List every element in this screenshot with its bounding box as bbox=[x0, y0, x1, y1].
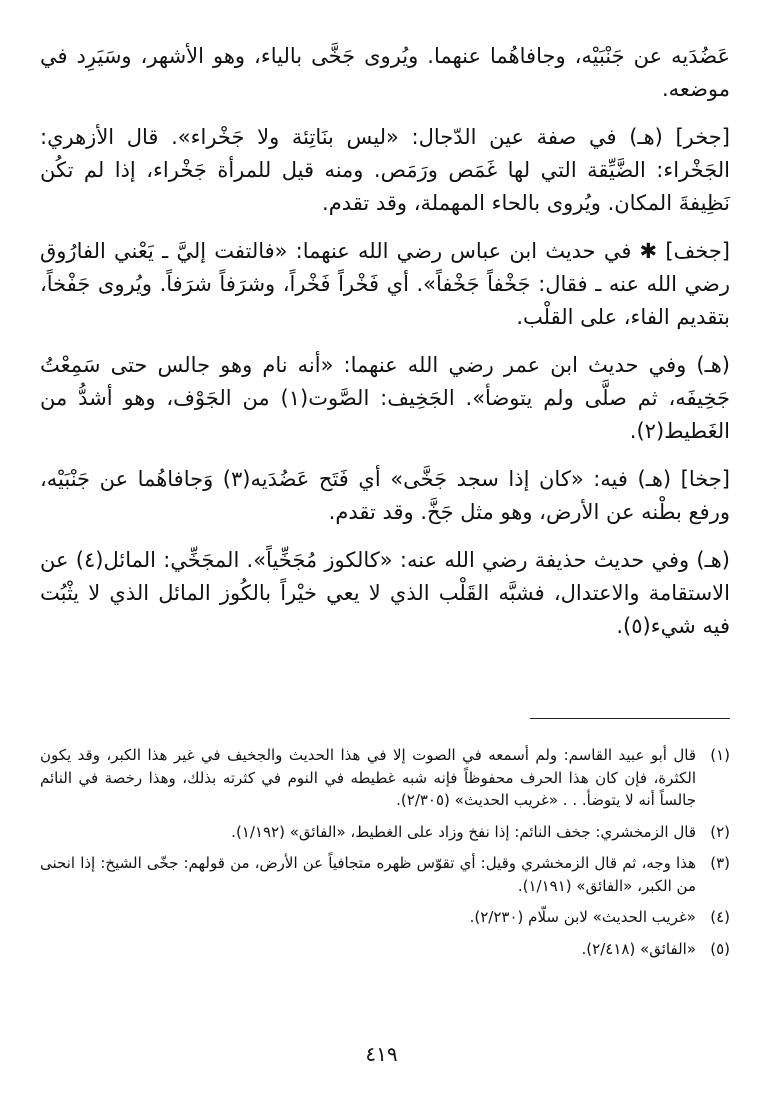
main-text bbox=[40, 40, 730, 658]
entry-jakhaf: [جخف] ✱ في حديث ابن عباس رضي الله عنهما: «فالتفت إليَّ ـ يَعْني الفارُوق رضي الله عنه ـ فقال: جَخْفاً جَخْفاً». أي فَخْراً فَخْراً، وشرَفاً شرَفاً. ويُروى جَفْخاً، بتقديم الفاء، على القلْب. bbox=[40, 239, 730, 329]
footnote-number: (٣) bbox=[710, 854, 730, 872]
entry-jakhif: (هـ) وفي حديث ابن عمر رضي الله عنهما: «أنه نام وهو جالس حتى سَمِعْتُ جَخِيفَه، ثم صلَّى ولم يتوضأ». الجَخِيف: الصَّوت(١) من الجَوْف، وهو أشدُّ من الغَطيط(٢). bbox=[40, 353, 730, 443]
footnote-text: قال الزمخشري: جخف النائم: إذا نفخ وزاد على الغطيط، «الفائق» (١/١٩٢). bbox=[231, 822, 696, 841]
entry-jakhar: [جخر] (هـ) في صفة عين الدّجال: «ليس بنَاتِئة ولا جَخْراء». قال الأزهري: الجَخْراء: الضَّيِّقة التي لها غَمَص ورَمَص. ومنه قيل للمرأة جَخْراء، إذا لم تكُن نَظِيفةَ المكان. ويُروى بالحاء المهملة، وقد تقدم. bbox=[40, 125, 730, 215]
footnote-number: (٥) bbox=[710, 939, 730, 958]
footnote-text: «الفائق» (٢/٤١٨). bbox=[581, 939, 696, 958]
footnote-number: (١) bbox=[710, 746, 730, 764]
footnote-divider bbox=[530, 718, 730, 719]
entry-continuation: عَضُدَيه عن جَنْبَيْه، وجافاهُما عنهما. ويُروى جَخَّى بالياء، وهو الأشهر، وسَيَرِد في موضعه. bbox=[40, 44, 730, 101]
footnote bbox=[40, 938, 730, 961]
footnote-number: (٢) bbox=[710, 822, 730, 841]
footnote-number: (٤) bbox=[710, 908, 730, 926]
footnotes bbox=[40, 744, 730, 969]
page-number: ٤١٩ bbox=[365, 1042, 398, 1066]
footnote bbox=[40, 906, 730, 929]
footnote-text: هذا وجه، ثم قال الزمخشري وقيل: أي تقوّس ظهره متجافياً عن الأرض، من قولهم: جخّى الشيخ: إذا انحنى من الكبر، «الفائق» (١/١٩١). bbox=[40, 854, 696, 895]
entry-jakha: [جخا] (هـ) فيه: «كان إذا سجد جَخَّى» أي فَتَح عَضُدَيه(٣) وَجافاهُما عن جَنْبَيْه، ورفع بطْنه عن الأرض، وهو مثل جَخَّ. وقد تقدم. bbox=[40, 467, 730, 524]
footnote bbox=[40, 852, 730, 897]
footnote-text: قال أبو عبيد القاسم: ولم أسمعه في الصوت إلا في هذا الحديث والجخيف في غير هذا الكبر، وقد يكون الكثرة، فإن كان هذا الحرف محفوظاً فإنه شبه غطيطه في النوم في كثرته بذلك، وهذا رخصة في النائم جالساً أنه لا يتوضأ. . . «غريب الحديث» (٢/٣٠٥). bbox=[40, 746, 696, 809]
footnote-text: «غريب الحديث» لابن سلّام (٢/٢٣٠). bbox=[469, 908, 696, 926]
footnote bbox=[40, 821, 730, 844]
footnote bbox=[40, 744, 730, 812]
entry-mujakhkhi: (هـ) وفي حديث حذيفة رضي الله عنه: «كالكوز مُجَخِّياً». المجَخِّي: المائل(٤) عن الاستقامة والاعتدال، فشبَّه القَلْب الذي لا يعي خيْراً بالكُوز المائل الذي لا يثْبُت فيه شيء(٥). bbox=[40, 548, 730, 638]
